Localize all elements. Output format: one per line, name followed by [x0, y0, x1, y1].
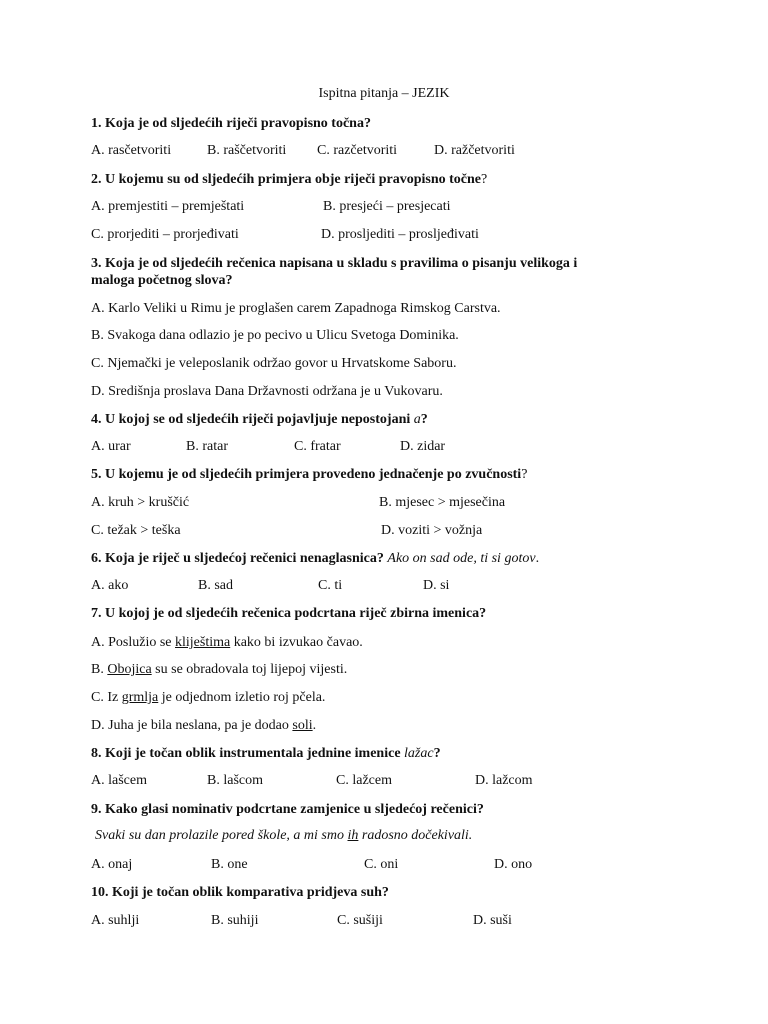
q6-option-b: B. sad [198, 578, 233, 593]
q10-option-a: A. suhlji [91, 913, 140, 928]
q4-option-b: B. ratar [186, 439, 228, 454]
q9-option-b: B. one [211, 857, 248, 872]
q7-option-c-post: je odjednom izletio roj pčela. [158, 690, 326, 705]
q1-option-a: A. rasčetvoriti [91, 143, 172, 158]
question-4 [91, 411, 428, 429]
question-4-text: 4. U kojoj se od sljedećih riječi pojavljuje nepostojani [91, 412, 414, 427]
question-6-sentence: Ako on sad ode, ti si gotov [387, 551, 536, 566]
q2-option-b: B. presjeći – presjecati [323, 199, 451, 214]
question-6-dot: . [535, 551, 540, 566]
question-2-mark: ? [481, 172, 488, 187]
q6-option-c: C. ti [318, 578, 343, 593]
q7-option-b [91, 661, 347, 679]
question-3-line-1: 3. Koja je od sljedećih rečenica napisana u skladu s pravilima o pisanju velikoga i [91, 256, 578, 271]
question-8 [91, 745, 441, 763]
q9-sentence-pre: Svaki su dan prolazile pored škole, a mi smo [95, 828, 348, 843]
q7-option-a-pre: A. Poslužio se [91, 635, 175, 650]
q10-option-c: C. sušiji [337, 913, 383, 928]
q7-option-d-post: . [312, 718, 317, 733]
q7-option-c [91, 689, 325, 707]
q4-option-c: C. fratar [294, 439, 341, 454]
q7-option-c-pre: C. Iz [91, 690, 122, 705]
q7-option-d-underlined: soli [292, 718, 313, 733]
q9-sentence-post: radosno dočekivali. [358, 828, 473, 843]
q8-option-d: D. lažcom [475, 773, 533, 788]
q1-option-d: D. ražčetvoriti [434, 143, 515, 158]
question-8-mark: ? [433, 746, 441, 761]
question-4-letter: a [413, 412, 421, 427]
q5-option-c: C. težak > teška [91, 523, 181, 538]
q2-option-d: D. prosljediti – prosljeđivati [321, 227, 479, 242]
q10-option-b: B. suhiji [211, 913, 259, 928]
question-6 [91, 550, 539, 568]
question-10: 10. Koji je točan oblik komparativa pridjeva suh? [91, 885, 389, 900]
q7-option-c-underlined: grmlja [121, 690, 159, 705]
q4-option-a: A. urar [91, 439, 131, 454]
q2-option-a: A. premjestiti – premještati [91, 199, 245, 214]
question-8-word: lažac [404, 746, 434, 761]
q7-option-b-underlined: Obojica [107, 662, 152, 677]
question-5 [91, 466, 527, 484]
q7-option-d-pre: D. Juha je bila neslana, pa je dodao [91, 718, 293, 733]
question-5-mark: ? [521, 467, 528, 482]
question-8-text: 8. Koji je točan oblik instrumentala jednine imenice [91, 746, 405, 761]
q5-option-a: A. kruh > kruščić [91, 495, 190, 510]
question-2-text: 2. U kojemu su od sljedećih primjera obje riječi pravopisno točne [91, 172, 482, 187]
q1-option-c: C. razčetvoriti [317, 143, 398, 158]
page-title: Ispitna pitanja – JEZIK [318, 86, 450, 101]
question-4-mark: ? [420, 412, 428, 427]
q7-option-b-pre: B. [91, 662, 108, 677]
q9-sentence-underlined: ih [347, 828, 359, 843]
q7-option-a-u2: eštima [193, 635, 231, 650]
q8-option-c: C. lažcem [336, 773, 392, 788]
q9-sentence [95, 827, 472, 845]
q4-option-d: D. zidar [400, 439, 446, 454]
q9-option-a: A. onaj [91, 857, 133, 872]
q5-option-d: D. voziti > vožnja [381, 523, 483, 538]
question-6-text: 6. Koja je riječ u sljedećoj rečenici nenaglasnica? [91, 551, 384, 566]
q9-option-d: D. ono [494, 857, 533, 872]
q2-option-c: C. prorjediti – prorjeđivati [91, 227, 239, 242]
question-2 [91, 171, 487, 189]
question-9: 9. Kako glasi nominativ podcrtane zamjenice u sljedećoj rečenici? [91, 802, 484, 817]
q7-option-a-underlined [175, 635, 230, 650]
q7-option-a [91, 634, 363, 652]
question-3-line-2: maloga početnog slova? [91, 273, 233, 288]
q9-option-c: C. oni [364, 857, 399, 872]
q7-option-a-post: kako bi izvukao čavao. [230, 635, 363, 650]
q5-option-b: B. mjesec > mjesečina [379, 495, 506, 510]
question-7: 7. U kojoj je od sljedećih rečenica podcrtana riječ zbirna imenica? [91, 606, 487, 621]
q3-option-d: D. Središnja proslava Dana Državnosti održana je u Vukovaru. [91, 384, 443, 399]
q1-option-b: B. raščetvoriti [207, 143, 287, 158]
q6-option-d: D. si [423, 578, 450, 593]
q7-option-d [91, 717, 316, 735]
q6-option-a: A. ako [91, 578, 129, 593]
q3-option-a: A. Karlo Veliki u Rimu je proglašen carem Zapadnoga Rimskog Carstva. [91, 301, 501, 316]
q7-option-b-post: su se obradovala toj lijepoj vijesti. [151, 662, 348, 677]
q10-option-d: D. suši [473, 913, 512, 928]
q3-option-c: C. Njemački je veleposlanik održao govor u Hrvatskome Saboru. [91, 356, 457, 371]
question-5-text: 5. U kojemu je od sljedećih primjera provedeno jednačenje po zvučnosti [91, 467, 522, 482]
q7-option-a-u1: klij [175, 635, 194, 650]
q8-option-b: B. lašcom [207, 773, 263, 788]
question-1: 1. Koja je od sljedećih riječi pravopisno točna? [91, 116, 371, 131]
q8-option-a: A. lašcem [91, 773, 147, 788]
q3-option-b: B. Svakoga dana odlazio je po pecivo u Ulicu Svetoga Dominika. [91, 328, 459, 343]
